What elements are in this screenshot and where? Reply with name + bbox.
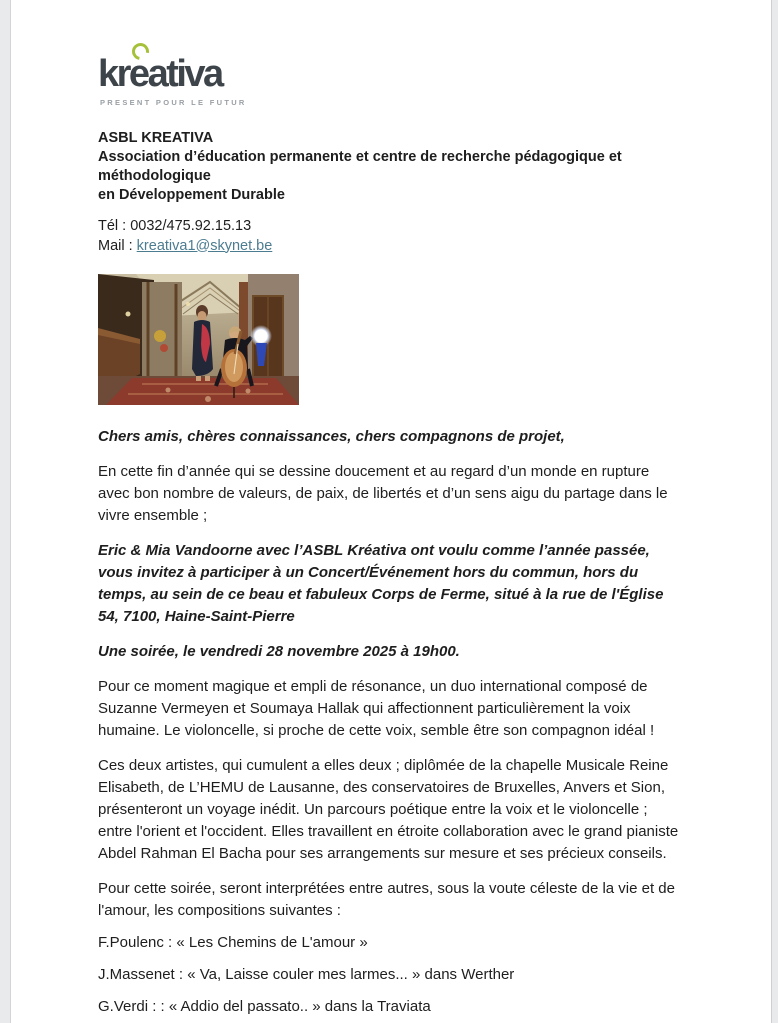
org-description [98, 148, 684, 205]
song-poulenc: F.Poulenc : « Les Chemins de L'amour » [98, 933, 368, 951]
paragraph-greeting: Chers amis, chères connaissances, chers compagnons de projet, [98, 427, 565, 445]
mail-label: Mail : [98, 237, 137, 254]
mail-line [98, 236, 684, 256]
event-photo [98, 274, 299, 405]
paragraph-intro: En cette fin d’année qui se dessine doucement et au regard d’un monde en rupture avec bon nombre de valeurs, de paix, de libertés et d’un sens aigu du partage dans le vivre ensemble ; [98, 462, 668, 524]
document-page [10, 0, 772, 1023]
org-description-line2: en Développement Durable [98, 186, 285, 203]
phone-number: 0032/475.92.15.13 [130, 217, 252, 234]
song-massenet: J.Massenet : « Va, Laisse couler mes larmes... » dans Werther [98, 965, 515, 983]
paragraph-invitation: Eric & Mia Vandoorne avec l’ASBL Kréativa ont voulu comme l’année passée, vous invitez à participer à un Concert/Événement hors du commun, hors du temps, au sein de ce beau et fabuleux Corps de Ferme, situé à la rue de l'Église 54, 7100, Haine-Saint-Pierre [98, 541, 664, 625]
phone-label: Tél : [98, 217, 131, 234]
logo-accented-letter: e [129, 52, 148, 96]
paragraph-artists: Ces deux artistes, qui cumulent a elles deux ; diplômée de la chapelle Musicale Reine Elisabeth, de L’HEMU de Lausanne, des conservatoires de Bruxelles, Anvers et Sion, présenteront un voyage inédit. Un parcours poétique entre la voix et le violoncelle ; entre l'orient et l'occident. Elles travaillent en étroite collaboration avec le grand pianiste Abdel Rahman El Bacha pour ses arrangements sur mesure et ses précieux conseils. [98, 756, 679, 862]
paragraph-program-intro: Pour cette soirée, seront interprétées entre autres, sous la voute céleste de la vie et de l'amour, les compositions suivantes : [98, 879, 675, 919]
contact-block [98, 216, 684, 256]
phone-line [98, 216, 684, 236]
song-verdi: G.Verdi : : « Addio del passato.. » dans la Traviata [98, 997, 431, 1015]
letter-body [98, 426, 684, 1018]
logo-wordmark [98, 52, 684, 96]
org-name: ASBL KREATIVA [98, 129, 214, 146]
logo-tagline: PRESENT POUR LE FUTUR [100, 98, 247, 107]
org-description-line1: Association d’éducation permanente et centre de recherche pédagogique et méthodologique [98, 148, 622, 184]
kreativa-logo [98, 52, 684, 107]
paragraph-duo: Pour ce moment magique et empli de résonance, un duo international composé de Suzanne Vermeyen et Soumaya Hallak qui affectionnent particulièrement la voix humaine. Le violoncelle, si proche de cette voix, semble être son compagnon idéal ! [98, 677, 655, 739]
email-link[interactable]: kreativa1@skynet.be [136, 237, 273, 254]
logo-word-start: kr [98, 53, 129, 95]
logo-word-end: ativa [147, 53, 222, 95]
paragraph-event-date: Une soirée, le vendredi 28 novembre 2025 à 19h00. [98, 642, 460, 660]
